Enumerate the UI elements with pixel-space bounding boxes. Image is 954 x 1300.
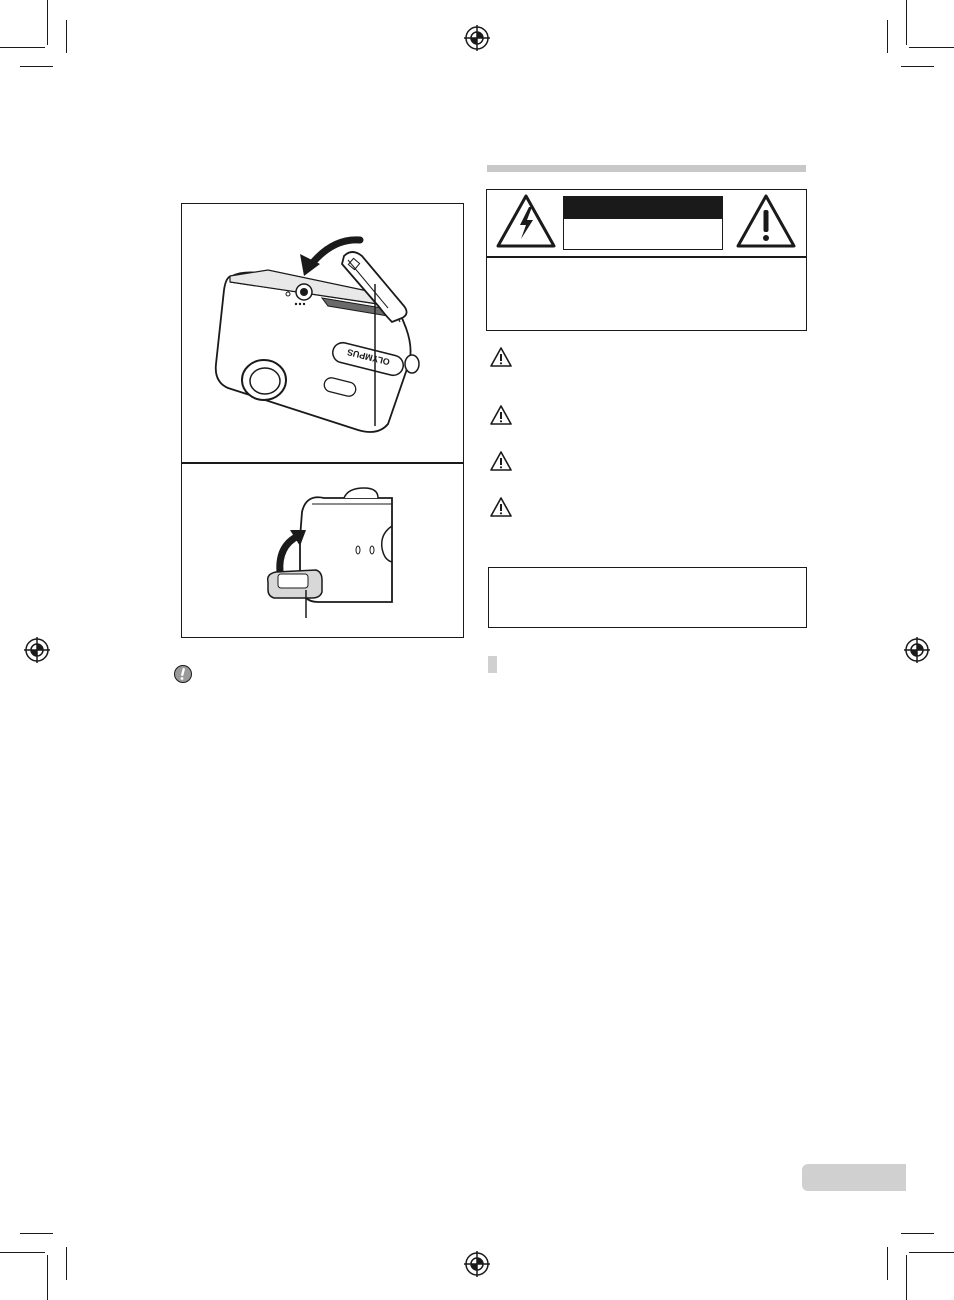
exclamation-warning-icon: [735, 193, 797, 249]
small-warning-triangle-icon: [489, 450, 513, 472]
registration-mark-bottom-icon: [464, 1251, 490, 1277]
small-warning-triangle-icon: [489, 346, 513, 368]
caution-warning-box: [486, 189, 807, 331]
notice-box: [488, 567, 807, 628]
caution-label-header: [564, 197, 722, 219]
electric-shock-warning-icon: [495, 193, 557, 249]
camera-battery-cover-open-illustration: [182, 204, 463, 460]
registration-mark-top-icon: [464, 25, 490, 51]
figure-frame: [181, 203, 464, 638]
section-header-bar: [487, 165, 806, 172]
caution-note-icon: [173, 664, 193, 684]
registration-mark-right-icon: [904, 637, 930, 663]
subsection-marker: [488, 656, 497, 673]
camera-logo-text: OLYMPUS: [346, 346, 391, 368]
caution-box-divider: [487, 256, 806, 258]
small-warning-triangle-icon: [489, 496, 513, 518]
caution-label-box: [563, 196, 723, 250]
registration-mark-left-icon: [24, 637, 50, 663]
camera-connector-cover-open-illustration: [182, 464, 463, 637]
page-number-tab: [802, 1164, 906, 1191]
small-warning-triangle-icon: [489, 404, 513, 426]
